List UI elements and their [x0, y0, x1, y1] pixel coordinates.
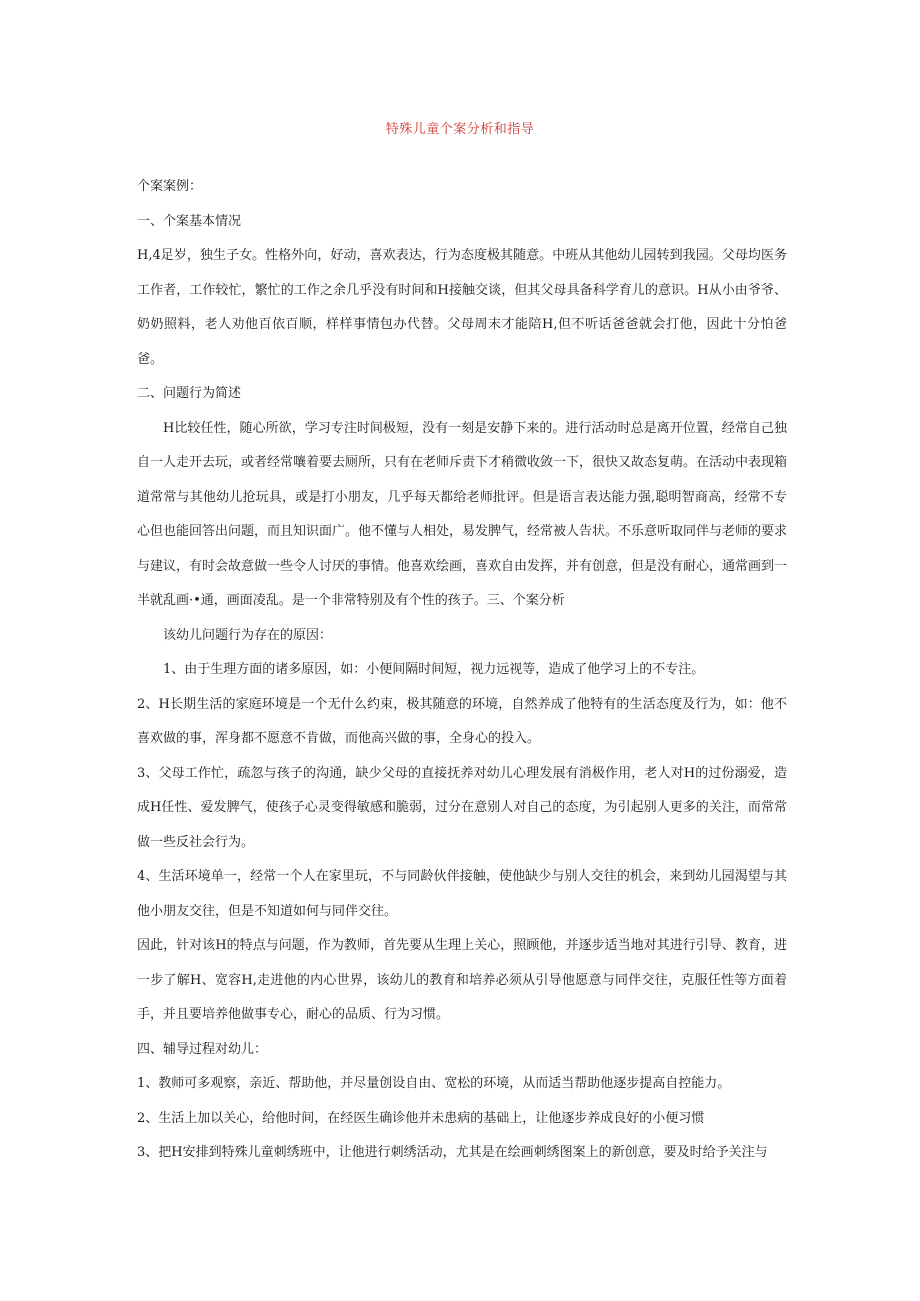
heading-guidance: 四、辅导过程对幼儿：: [137, 1041, 268, 1057]
cause-item-1: 1、由于生理方面的诸多原因，如：小便间隔时间短，视力远视等，造成了他学习上的不专注。: [163, 662, 705, 677]
paragraph-conclusion: 因此，针对该H的特点与问题，作为教师，首先要从生理上关心，照顾他，并逐步适当地对其进行引导、教育，进一步了解H、宽容H,走进他的内心世界，该幼儿的教育和培养必须从引导他愿意与同伴交往，克服任性等方面着手，并且要培养他做事专心，耐心的品质、行为习惯。: [137, 938, 787, 1022]
document-title: 特殊儿童个案分析和指导: [385, 122, 535, 137]
guidance-item-3: 3、把H安排到特殊儿童刺绣班中，让他进行刺绣活动，尤其是在绘画刺绣图案上的新创意，要及时给予关注与: [137, 1145, 768, 1160]
paragraph-problem-behavior: H比较任性，随心所欲，学习专注时间极短，没有一刻是安静下来的。进行活动时总是离开位置，经常自己独自一人走开去玩，或者经常嚷着要去厕所，只有在老师斥责下才稍微收敛一下，很快又故态复萌。在活动中表现箱道常常与其他幼儿抢玩具，或是打小朋友，几乎每天都给老师批评。但是语言表达能力强,聪明智商高，经常不专心但也能回答出问题，而且知识面广。他不懂与人相处，易发脾气，经常被人告状。不乐意听取同伴与老师的要求与建议，有时会故意做一些令人讨厌的事情。他喜欢绘画，喜欢自由发挥，并有创意，但是没有耐心，通常画到一半就乱画·•通，画面凌乱。是一个非常特别及有个性的孩子。三、个案分析: [137, 420, 788, 608]
cause-item-4: 4、生活环境单一，经常一个人在家里玩，不与同龄伙伴接触，使他缺少与别人交往的机会，来到幼儿园渴望与其他小朋友交往，但是不知道如何与同伴交往。: [137, 869, 787, 919]
paragraph-basic-info: H,4足岁，独生子女。性格外向，好动，喜欢表达，行为态度极其随意。中班从其他幼儿园转到我园。父母均医务工作者，工作较忙，繁忙的工作之余几乎没有时间和H接触交谈，但其父母具备科学育儿的意识。H从小由爷爷、奶奶照料，老人劝他百依百顺，样样事情包办代替。父母周末才能陪H,但不听话爸爸就会打他，因此十分怕爸爸。: [137, 248, 787, 367]
heading-basic-info: 一、个案基本情况: [137, 213, 242, 229]
heading-problem-behavior: 二、问题行为简述: [137, 386, 242, 401]
cause-item-3: 3、父母工作忙，疏忽与孩子的沟通，缺少父母的直接抚养对幼儿心理发展有消极作用，老人对H的过份溺爱，造成H任性、爱发脾气，使孩子心灵变得敏感和脆弱，过分在意别人对自己的态度，为引起别人更多的关注，而常常做一些反社会行为。: [137, 765, 787, 850]
cause-item-2: 2、H长期生活的家庭环境是一个无什么约束，极其随意的环境，自然养成了他特有的生活态度及行为，如：他不喜欢做的事，浑身都不愿意不肯做，而他高兴做的事，全身心的投入。: [137, 696, 787, 746]
section-label-case: 个案案例：: [137, 179, 203, 194]
paragraph-causes-intro: 该幼儿问题行为存在的原因：: [163, 627, 333, 643]
guidance-item-1: 1、教师可多观察，亲近、帮助他，并尽量创设自由、宽松的环境，从而适当帮助他逐步提高自控能力。: [137, 1076, 731, 1091]
document-body: [137, 170, 787, 1171]
guidance-item-2: 2、生活上加以关心，给他时间，在经医生确诊他并未患病的基础上，让他逐步养成良好的小便习惯: [137, 1110, 705, 1126]
